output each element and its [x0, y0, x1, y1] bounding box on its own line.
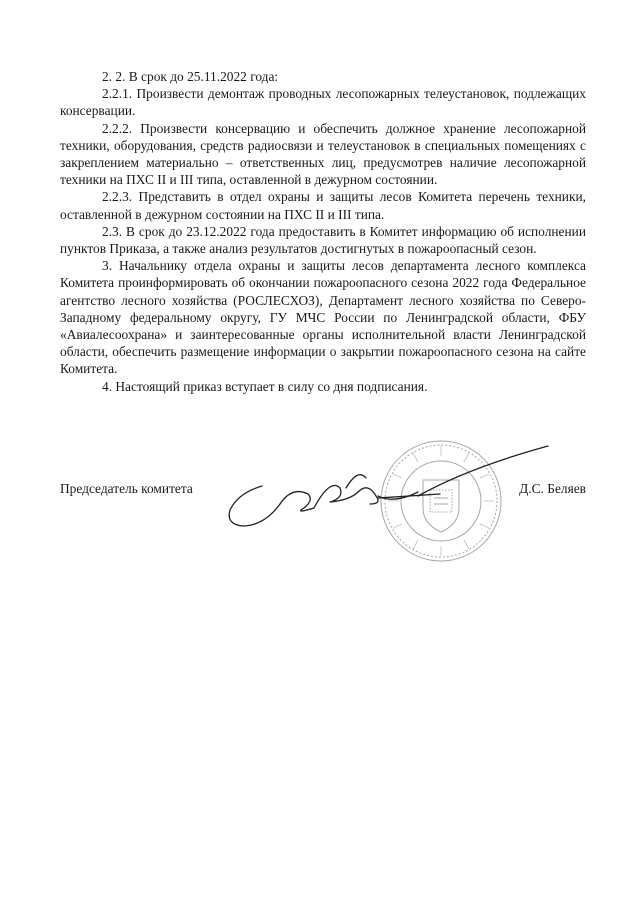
paragraph-2-2-1: 2.2.1. Произвести демонтаж проводных лесопожарных телеустановок, подлежащих консервации. [60, 86, 586, 119]
document-body [60, 68, 586, 395]
signatory-title: Председатель комитета [60, 481, 193, 496]
signature-block [60, 481, 586, 501]
paragraph-2-2-2: 2.2.2. Произвести консервацию и обеспечить должное хранение лесопожарной техники, оборудования, средств радиосвязи и телеустановок в специальных помещениях с закреплением материально – ответственных лиц, предусмотрев наличие лесопожарной техники на ПХС II и III типа, оставленной в дежурном состоянии. [60, 120, 586, 188]
paragraph-2-2: 2. 2. В срок до 25.11.2022 года: [102, 69, 279, 84]
paragraph-4: 4. Настоящий приказ вступает в силу со дня подписания. [102, 378, 428, 394]
paragraph-2-3: 2.3. В срок до 23.12.2022 года предоставить в Комитет информацию об исполнении пунктов Приказа, а также анализ результатов достигнутых в пожароопасный сезон. [60, 223, 586, 257]
signatory-name: Д.С. Беляев [519, 481, 586, 496]
paragraph-2-2-3: 2.2.3. Представить в отдел охраны и защиты лесов Комитета перечень техники, оставленной в дежурном состоянии на ПХС II и III типа. [60, 189, 586, 222]
paragraph-3: 3. Начальнику отдела охраны и защиты лесов департамента лесного комплекса Комитета проинформировать об окончании пожароопасного сезона 2022 года Федеральное агентство лесного хозяйства (РОСЛЕСХОЗ), Департамент лесного хозяйства по Северо-Западному федеральному округу, ГУ МЧС России по Ленинградской области, ФБУ «Авиалесоохрана» и заинтересованные органы исполнительной власти Ленинградской области, обеспечить размещение информации о закрытии пожароопасного сезона на сайте Комитета. [60, 258, 586, 377]
